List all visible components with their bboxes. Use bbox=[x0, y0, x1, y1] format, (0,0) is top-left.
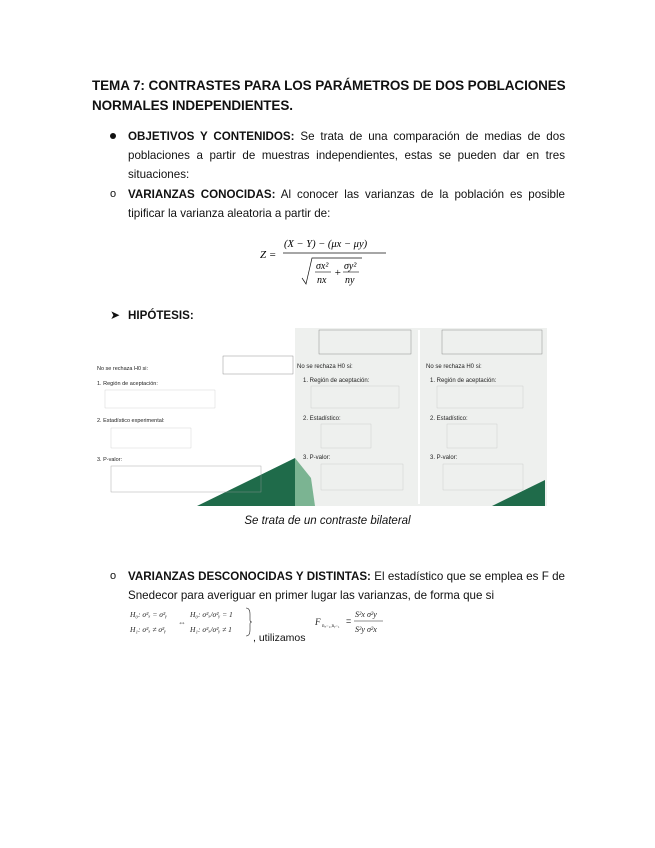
h0-variances: H₀: σ²ₓ = σ²ᵧ bbox=[130, 610, 167, 619]
panel-left-step1: 1. Región de aceptación: bbox=[97, 381, 158, 387]
utilizamos-text: , utilizamos bbox=[253, 632, 306, 644]
hypothesis-diagram bbox=[97, 328, 547, 506]
formula-den-term2-num: σy² bbox=[344, 261, 357, 272]
f-numerator: S²x σ²y bbox=[355, 610, 377, 619]
panel-left-step2: 2. Estadístico experimental: bbox=[97, 418, 165, 424]
f-label: F bbox=[315, 617, 321, 627]
varianzas-desconocidas-body: El estadístico que se emplea es F de Snedecor para averiguar en primer lugar las varianzas, de forma que si bbox=[128, 570, 565, 602]
varianzas-conocidas-body: Al conocer las varianzas de la población es posible tipificar la varianza aleatoria a partir de: bbox=[128, 188, 565, 220]
varianzas-conocidas-paragraph bbox=[128, 185, 565, 223]
h0-ratio: H₀: σ²ₓ/σ²ᵧ = 1 bbox=[190, 610, 233, 619]
objetivos-body: Se trata de una comparación de medias de dos poblaciones a partir de muestras independientes, estas se pueden dar en tres situaciones: bbox=[128, 130, 565, 181]
list-item-varianzas-conocidas bbox=[110, 185, 565, 223]
panel-right-step2: 2. Estadístico: bbox=[430, 416, 468, 422]
brace-icon bbox=[246, 608, 252, 636]
f-denominator: S²y σ²x bbox=[355, 625, 377, 634]
variance-hypothesis-formula bbox=[128, 606, 252, 638]
h1-variances: H₁: σ²ₓ ≠ σ²ᵧ bbox=[130, 625, 167, 634]
formula-den-term1-num: σx² bbox=[316, 261, 329, 272]
formula-den-term1-den: nx bbox=[317, 275, 327, 286]
panel-mid-step1: 1. Región de aceptación: bbox=[303, 378, 370, 384]
panel-mid-step2: 2. Estadístico: bbox=[303, 416, 341, 422]
page-title: TEMA 7: CONTRASTES PARA LOS PARÁMETROS DE DOS POBLACIONES NORMALES INDEPENDIENTES. bbox=[92, 78, 566, 113]
f-statistic-formula bbox=[315, 605, 385, 639]
bullet-dot-icon bbox=[110, 127, 128, 146]
hipotesis-heading: HIPÓTESIS: bbox=[128, 309, 194, 322]
objetivos-paragraph bbox=[128, 127, 565, 184]
z-statistic-formula bbox=[258, 232, 388, 292]
formula-den-term2-den: ny bbox=[345, 275, 355, 286]
formula-numerator: (X − Y) − (μx − μy) bbox=[284, 239, 368, 250]
panel-right-step1: 1. Región de aceptación: bbox=[430, 378, 497, 384]
hypothesis-box-left bbox=[223, 356, 293, 374]
list-item-objetivos bbox=[110, 127, 565, 184]
bullet-circle-icon: o bbox=[110, 570, 117, 582]
figure-caption: Se trata de un contraste bilateral bbox=[244, 515, 411, 527]
varianzas-desconocidas-heading: VARIANZAS DESCONOCIDAS Y DISTINTAS: bbox=[128, 570, 371, 583]
panel-left-header: No se rechaza H0 si: bbox=[97, 366, 149, 372]
panel-right-header: No se rechaza H0 si: bbox=[426, 364, 482, 370]
green-accent-left bbox=[197, 458, 295, 506]
varianzas-desconocidas-paragraph bbox=[128, 567, 565, 605]
list-item-varianzas-desconocidas bbox=[110, 567, 565, 605]
panel-left-formula2 bbox=[111, 428, 191, 448]
bullet-circle-icon: o bbox=[110, 188, 117, 200]
formula-lhs: Z = bbox=[260, 249, 277, 261]
arrow-bullet-icon: ➤ bbox=[110, 308, 121, 322]
formula-den-plus: + bbox=[334, 267, 342, 279]
list-item-hipotesis bbox=[110, 306, 565, 325]
equivalence-arrow-icon: ⇔ bbox=[178, 618, 186, 627]
panel-left-formula1 bbox=[105, 390, 215, 408]
panel-right-step3: 3. P-valor: bbox=[430, 455, 458, 461]
h1-ratio: H₁: σ²ₓ/σ²ᵧ ≠ 1 bbox=[190, 625, 232, 634]
varianzas-conocidas-heading: VARIANZAS CONOCIDAS: bbox=[128, 188, 276, 201]
panel-left-step3: 3. P-valor: bbox=[97, 457, 123, 463]
objetivos-heading: OBJETIVOS Y CONTENIDOS: bbox=[128, 130, 295, 143]
hipotesis-paragraph bbox=[128, 306, 565, 325]
panel-mid-step3: 3. P-valor: bbox=[303, 455, 331, 461]
f-equals: = bbox=[346, 616, 352, 626]
f-degrees: nₓ₋₁,nᵧ₋₁ bbox=[322, 624, 340, 629]
panel-mid-header: No se rechaza H0 si: bbox=[297, 364, 353, 370]
